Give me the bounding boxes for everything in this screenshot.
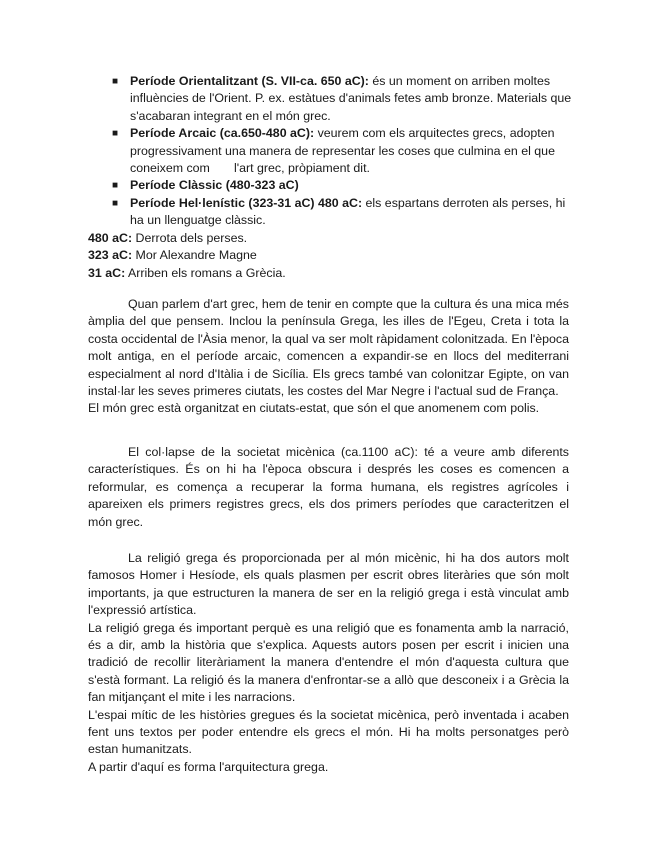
list-item [112,195,572,230]
date-label: 323 aC: [88,248,133,263]
date-text: Arriben els romans a Grècia. [125,265,286,280]
paragraph: La religió grega és proporcionada per al món micènic, hi ha dos autors molt famosos Homer i Hesíode, els quals plasmen per escrit obres literàries que són molt importants, ja que estructuren la manera de ser en la religió grega i està vinculat amb l'expressió artística. [88,551,569,618]
paragraph-block [88,444,569,531]
period-title: Període Clàssic (480-323 aC) [130,178,299,193]
period-list [112,73,572,230]
paragraph: El col·lapse de la societat micènica (ca.1100 aC): té a veure amb diferents característiques. És on hi ha l'època obscura i després les coses es comencen a reformular, es comença a recuperar la forma humana, els registres agrícoles i apareixen els primers registres grecs, els dos primers períodes que caracteritzen el món grec. [88,445,569,529]
paragraph: El món grec està organitzat en ciutats-estat, que són el que anomenem com polis. [88,401,540,416]
date-text: Mor Alexandre Magne [132,248,257,263]
period-text: els espartans derroten als perses, hi ha un llenguatge clàssic. [130,195,566,228]
date-line [88,265,568,282]
key-dates [88,230,568,282]
period-title: Període Hel·lenístic (323-31 aC) 480 aC: [130,195,363,210]
list-item [112,73,572,125]
list-item [112,125,572,177]
paragraph: Quan parlem d'art grec, hem de tenir en compte que la cultura és una mica més àmplia del que pensem. Inclou la península Grega, les illes de l'Egeu, Creta i tota la costa occidental de l'Àsia menor, la qual va ser molt ràpidament colonitzada. En l'època molt antiga, en el període arcaic, comencen a expandir-se en llocs del mediterrani especialment al nord d'Itàlia i de Sicília. Els grecs també van colonitzar Egipte, on van instal·lar les seves primeres ciutats, les costes del Mar Negre i l'actual sud de França. [88,297,569,399]
bullet-icon: ■ [112,128,119,140]
paragraph: La religió grega és important perquè es una religió que es fonamenta amb la narració, és a dir, amb la història que s'explica. Aquests autors posen per escrit i inicien una tradició de recollir literàriament la manera d'entendre el món d'aquesta cultura que s'està formant. La religió és la manera d'enfrontar-se a allò que desconeix i a Grècia la fan mitjançant el mite i les narracions. [88,620,569,705]
period-text: veurem com els arquitectes grecs, adopten progressivament una manera de representar les coses que culmina en el que coneixem com l'art grec, pròpiament dit. [130,126,559,176]
date-label: 31 aC: [88,265,126,280]
date-text: Derrota dels perses. [132,231,248,245]
paragraph-block [88,550,569,776]
paragraph: L'espai mític de les històries gregues és la societat micènica, però inventada i acaben fent uns textos per poder entendre els grecs el món. Hi ha molts personatges però estan humanitzats. [88,707,569,757]
list-item [112,177,572,194]
date-line [88,247,568,264]
bullet-icon: ■ [112,180,119,192]
period-title: Període Orientalitzant (S. VII-ca. 650 aC): [130,74,369,88]
bullet-icon: ■ [112,197,119,209]
date-line [88,230,568,247]
paragraph: A partir d'aquí es forma l'arquitectura grega. [88,759,329,774]
period-title: Període Arcaic (ca.650-480 aC): [130,126,315,141]
date-label: 480 aC: [88,231,133,245]
bullet-icon: ■ [112,76,119,87]
period-text: és un moment on arriben moltes influències de l'Orient. P. ex. estàtues d'animals fetes amb bronze. Materials que s'acabaran integrant en el món grec. [130,74,572,123]
paragraph-block [88,296,569,418]
